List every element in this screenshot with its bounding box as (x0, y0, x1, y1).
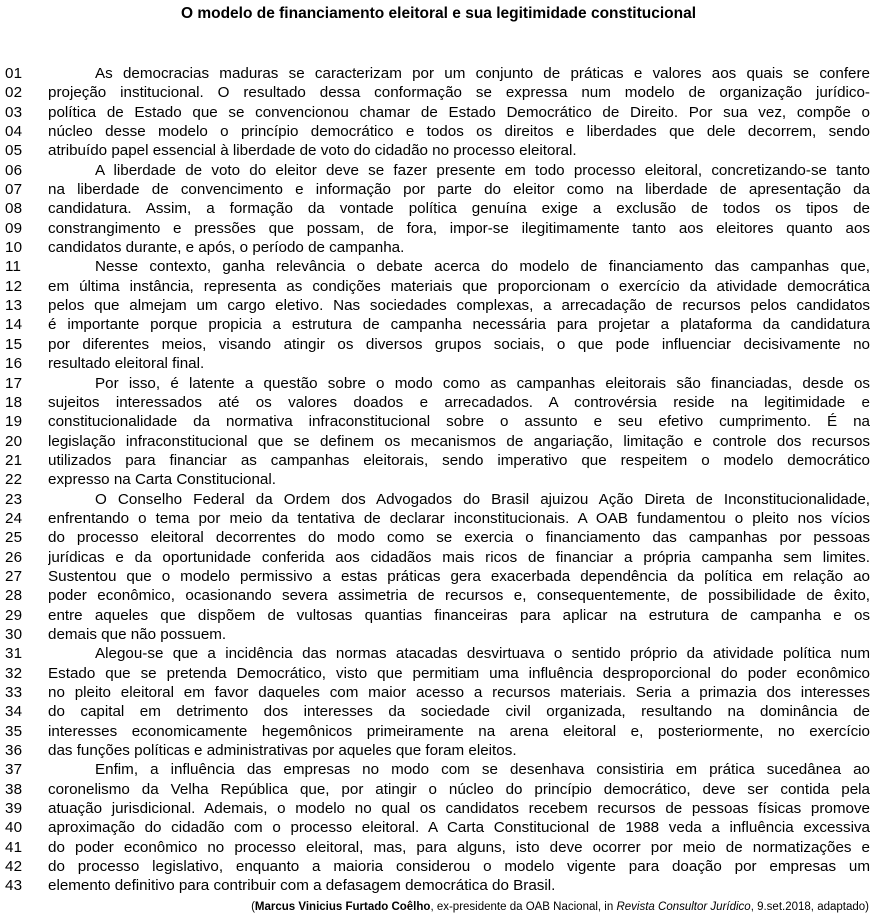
text-line (0, 354, 877, 373)
text-line (0, 567, 877, 586)
line-text: das funções políticas e administrativas por aqueles que foram eleitos. (48, 742, 517, 760)
line-text: expresso na Carta Constitucional. (48, 471, 276, 489)
source-citation (251, 900, 869, 914)
line-text: Nesse contexto, ganha relevância o debate acerca do modelo de financiamento das campanhas que, (95, 258, 870, 276)
text-body (0, 64, 877, 896)
text-line (0, 644, 877, 663)
text-line (0, 606, 877, 625)
line-number: 20 (5, 432, 23, 450)
text-line (0, 219, 877, 238)
line-number: 42 (5, 858, 23, 876)
line-number: 06 (5, 161, 23, 179)
line-text: legislação infraconstitucional que se definem os mecanismos de angariação, limitação e controle dos recursos (48, 432, 870, 450)
line-number: 38 (5, 780, 23, 798)
line-text: interesses economicamente hegemônicos primeiramente na arena eleitoral e, posteriormente, no exercício (48, 722, 870, 740)
line-number: 37 (5, 761, 23, 779)
text-line (0, 838, 877, 857)
line-text: constrangimento e pressões que possam, de fora, impor-se ilegitimamente tanto aos eleitores quanto aos (48, 219, 870, 237)
line-text: do processo eleitoral decorrentes do modo como se exercia o financiamento das campanhas por pessoas (48, 529, 870, 547)
line-text: Por isso, é latente a questão sobre o modo como as campanhas eleitorais são financiadas, desde os (95, 374, 870, 392)
text-line (0, 470, 877, 489)
line-number: 36 (5, 742, 23, 760)
document-title: O modelo de financiamento eleitoral e sua legitimidade constitucional (180, 5, 697, 22)
source-description: , ex-presidente da OAB Nacional, in (430, 901, 617, 913)
line-number: 29 (5, 606, 23, 624)
text-line (0, 315, 877, 334)
text-line (0, 374, 877, 393)
line-text: em última instância, representa as condições materiais que proporcionam o exercício da atividade democrática (48, 277, 870, 295)
text-line (0, 625, 877, 644)
line-number: 09 (5, 219, 23, 237)
line-number: 27 (5, 567, 23, 585)
line-text: candidatos durante, e após, o período de campanha. (48, 239, 405, 257)
line-text: na liberdade de convencimento e informação por parte do eleitor como na liberdade de apresentação da (48, 181, 870, 199)
line-text: resultado eleitoral final. (48, 355, 205, 373)
text-line (0, 257, 877, 276)
text-line (0, 876, 877, 895)
line-number: 32 (5, 664, 23, 682)
text-line (0, 760, 877, 779)
line-number: 22 (5, 471, 23, 489)
line-number: 16 (5, 355, 23, 373)
line-number: 19 (5, 413, 23, 431)
text-line (0, 818, 877, 837)
line-number: 14 (5, 316, 23, 334)
line-number: 08 (5, 200, 23, 218)
text-line (0, 432, 877, 451)
line-number: 04 (5, 123, 23, 141)
line-number: 41 (5, 838, 23, 856)
line-text: Sustentou que o modelo permissivo a estas práticas gera exacerbada dependência da política em relação ao (48, 567, 870, 585)
text-line (0, 103, 877, 122)
text-line (0, 780, 877, 799)
line-text: aproximação do cidadão com o processo eleitoral. A Carta Constitucional de 1988 veda a influência excessiva (48, 819, 870, 837)
line-text: candidatura. Assim, a formação da vontade política genuína exige a exclusão de todos os tipos de (48, 200, 870, 218)
text-line (0, 528, 877, 547)
line-number: 10 (5, 239, 23, 257)
text-line (0, 180, 877, 199)
line-text: projeção institucional. O resultado dessa conformação se expressa num modelo de organização jurídico- (48, 84, 870, 102)
line-number: 12 (5, 277, 23, 295)
source-open-paren: ( (251, 901, 255, 913)
text-line (0, 238, 877, 257)
line-number: 35 (5, 722, 23, 740)
text-line (0, 277, 877, 296)
text-line (0, 509, 877, 528)
source-author: Marcus Vinicius Furtado Coêlho (254, 901, 431, 913)
line-number: 40 (5, 819, 23, 837)
line-text: é importante porque propicia a estrutura de campanha necessária para projetar a plataforma da candidatura (48, 316, 870, 334)
line-text: Enfim, a influência das empresas no modo com se desenhava consistiria em prática sucedânea ao (95, 761, 870, 779)
line-number: 24 (5, 509, 23, 527)
line-number: 03 (5, 103, 23, 121)
text-line (0, 141, 877, 160)
line-number: 07 (5, 181, 23, 199)
line-text: núcleo desse modelo o princípio democrático e todos os direitos e liberdades que dele decorrem, sendo (48, 123, 870, 141)
line-number: 31 (5, 645, 23, 663)
text-line (0, 161, 877, 180)
line-text: coronelismo da Velha República que, por atingir o núcleo do princípio democrático, deve ser contida pela (48, 780, 870, 798)
line-text: demais que não possuem. (48, 625, 227, 643)
line-number: 28 (5, 587, 23, 605)
text-line (0, 799, 877, 818)
line-text: enfrentando o tema por meio da tentativa de declarar inconstitucionais. A OAB fundamentou o pleito nos vícios (48, 509, 870, 527)
line-text: atribuído papel essencial à liberdade de voto do cidadão no processo eleitoral. (48, 142, 577, 160)
line-text: constitucionalidade da normativa infraconstitucional sobre o assunto e seu efetivo cumprimento. É na (48, 413, 870, 431)
text-line (0, 199, 877, 218)
line-number: 13 (5, 297, 23, 315)
text-line (0, 702, 877, 721)
text-line (0, 335, 877, 354)
line-number: 30 (5, 625, 23, 643)
text-line (0, 393, 877, 412)
line-text: sujeitos interessados até os valores doados e arrecadados. A controvérsia reside na legitimidade e (48, 393, 870, 411)
text-line (0, 683, 877, 702)
line-text: do capital em detrimento dos interesses da sociedade civil organizada, resultando na dominância de (48, 703, 870, 721)
text-line (0, 412, 877, 431)
line-text: política de Estado que se convencionou chamar de Estado Democrático de Direito. Por sua vez, compõe o (48, 103, 870, 121)
line-text: Alegou-se que a incidência das normas atacadas desvirtuava o sentido próprio da atividade política num (95, 645, 870, 663)
line-text: por diferentes meios, visando atingir os diversos grupos sociais, o que pode influenciar decisivamente no (48, 335, 870, 353)
text-line (0, 296, 877, 315)
line-text: A liberdade de voto do eleitor deve se fazer presente em todo processo eleitoral, concretizando-se tanto (95, 161, 870, 179)
text-line (0, 664, 877, 683)
text-line (0, 64, 877, 83)
text-line (0, 490, 877, 509)
line-text: O Conselho Federal da Ordem dos Advogados do Brasil ajuizou Ação Direta de Inconstitucionalidade, (95, 490, 870, 508)
source-date-note: , 9.set.2018, adaptado) (750, 901, 869, 913)
text-line (0, 586, 877, 605)
line-number: 23 (5, 490, 23, 508)
line-number: 02 (5, 84, 23, 102)
line-number: 21 (5, 451, 23, 469)
line-number: 05 (5, 142, 23, 160)
line-text: do processo legislativo, enquanto a maioria considerou o modelo vigente para doação por empresas um (48, 858, 870, 876)
line-text: jurídicas e da oportunidade conferida aos cidadãos mais ricos de financiar a própria campanha sem limites. (48, 548, 870, 566)
line-number: 18 (5, 393, 23, 411)
line-text: entre aqueles que dispõem de vultosas quantias financeiras para aplicar na estrutura de campanha e os (48, 606, 870, 624)
line-number: 11 (5, 258, 22, 276)
text-line (0, 741, 877, 760)
line-number: 17 (5, 374, 23, 392)
line-number: 26 (5, 548, 23, 566)
line-text: As democracias maduras se caracterizam por um conjunto de práticas e valores aos quais se confere (95, 65, 870, 82)
line-number: 01 (5, 65, 23, 82)
line-text: Estado que se pretenda Democrático, visto que permitiam uma influência desproporcional do poder econômico (48, 664, 870, 682)
line-number: 15 (5, 335, 23, 353)
line-number: 39 (5, 800, 23, 818)
line-number: 43 (5, 877, 23, 895)
text-line (0, 857, 877, 876)
line-text: utilizados para financiar as campanhas eleitorais, sendo imperativo que respeitem o modelo democrático (48, 451, 870, 469)
line-text: do poder econômico no processo eleitoral, mas, para alguns, isto deve ocorrer por meio de normatizações e (48, 838, 870, 856)
line-number: 34 (5, 703, 23, 721)
line-text: no pleito eleitoral em favor daqueles com maior acesso a recursos materiais. Seria a primazia dos interesses (48, 684, 870, 701)
text-line (0, 722, 877, 741)
text-line (0, 122, 877, 141)
source-journal: Revista Consultor Jurídico (616, 901, 751, 913)
line-text: poder econômico, ocasionando severa assimetria de recursos e, consequentemente, de possibilidade de êxito, (48, 587, 870, 605)
text-line (0, 451, 877, 470)
line-text: pelos que almejam um cargo eletivo. Nas sociedades complexas, a arrecadação de recursos pelos candidatos (48, 297, 870, 315)
line-text: elemento definitivo para contribuir com a defasagem democrática do Brasil. (48, 877, 556, 895)
line-text: atuação jurisdicional. Ademais, o modelo no qual os candidatos recebem recursos de pessoas físicas promove (48, 800, 870, 818)
text-line (0, 548, 877, 567)
text-line (0, 83, 877, 102)
line-number: 25 (5, 529, 23, 547)
line-number: 33 (5, 684, 23, 701)
